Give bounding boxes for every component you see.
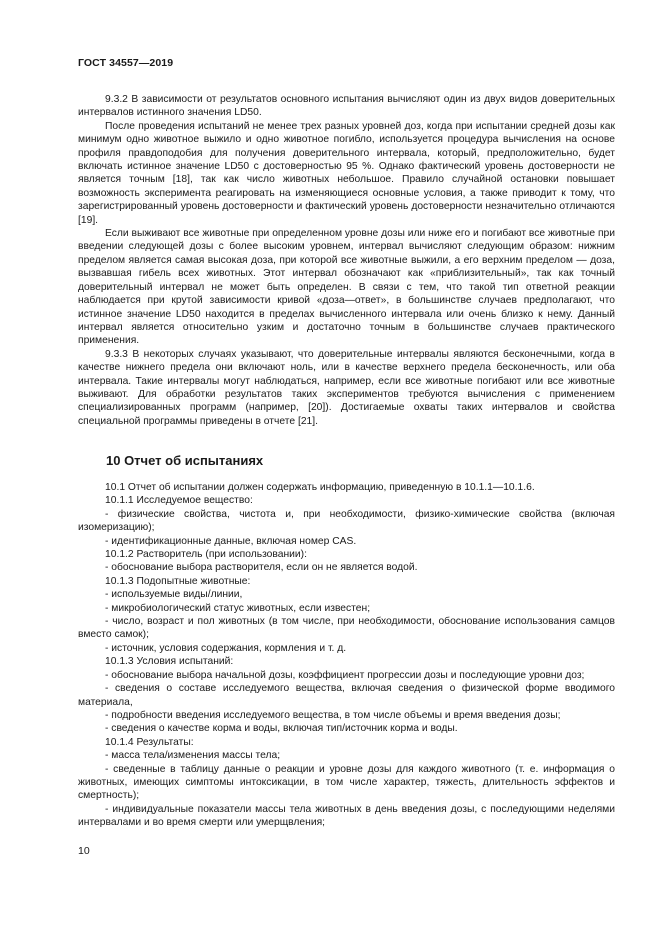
list-item: 10.1 Отчет об испытании должен содержать информацию, приведенную в 10.1.1—10.1.6. (105, 482, 535, 493)
paragraph: Если выживают все животные при определенном уровне дозы или ниже его и погибают все животные при введении следующей дозы с более высоким уровнем, интервал вычисляют следующим образом: нижним пределом является самая высокая доза, при которой все животные выжили, а его верхним пределом — доза, вызвавшая гибель всех животных. Этот интервал обозначают как «приблизительный», так как точный доверительный интервал не может быть определен. В связи с тем, что такой тип ответной реакции наблюдается при крутой зависимости кривой «доза—ответ», в большинстве случаев предполагают, что истинное значение LD50 находится в пределах вычисленного интервала или очень близко к нему. Данный интервал является относительно узким и достаточно точным в большинстве случаев практического применения. (78, 228, 615, 347)
list-item: - микробиологический статус животных, если известен; (105, 602, 371, 614)
section-9-text (78, 93, 615, 428)
list-item: 10.1.2 Растворитель (при использовании): (105, 549, 307, 561)
paragraph: После проведения испытаний не менее трех разных уровней доз, когда при испытании средней дозы как минимум одно животное выжило и одно животное погибло, используется процедура вычисления на основе профиля правдоподобия для получения доверительного интервала, который, предположительно, будет включать истинное значение LD50 с достоверностью 95 %. Однако фактический уровень достоверности не является точным [18], так как число животных небольшое. Правило случайной остановки повышает возможность эксперимента реагировать на изменяющиеся основные условия, а также приводит к тому, что зарегистрированный уровень достоверности и фактический уровень достоверности незначительно отличаются [19]. (78, 120, 615, 226)
section-10-heading: 10 Отчет об испытаниях (106, 453, 264, 468)
list-item: - источник, условия содержания, кормления и т. д. (105, 642, 347, 654)
section-10-text (78, 481, 615, 830)
document-header: ГОСТ 34557—2019 (78, 57, 174, 69)
list-item: 10.1.1 Исследуемое вещество: (105, 495, 253, 507)
list-item: - масса тела/изменения массы тела; (105, 750, 281, 762)
list-item: - используемые виды/линии, (105, 589, 243, 601)
list-item: 10.1.3 Подопытные животные: (105, 575, 251, 587)
list-item: - физические свойства, чистота и, при необходимости, физико-химические свойства (включая изомеризацию); (78, 508, 615, 534)
paragraph: 9.3.3 В некоторых случаях указывают, что доверительные интервалы являются бесконечными, когда в качестве нижнего предела они включают ноль, или в качестве верхнего предела бесконечность, или оба интервала. Такие интервалы могут наблюдаться, например, если все животные погибают или все животные выживают. Для обработки результатов таких экспериментов требуются вычисления с применением специализированных программ (например, [20]). Достигаемые охваты таких интервалов и свойства специальной программы приведены в отчете [21]. (78, 348, 615, 427)
list-item: - идентификационные данные, включая номер CAS. (105, 535, 357, 547)
list-item: - обоснование выбора растворителя, если он не является водой. (105, 562, 418, 574)
list-item: - подробности введения исследуемого вещества, в том числе объемы и время введения дозы; (105, 709, 561, 721)
list-item: 10.1.4 Результаты: (105, 736, 194, 748)
paragraph: 9.3.2 В зависимости от результатов основного испытания вычисляют один из двух видов доверительных интервалов истинного значения LD50. (78, 94, 615, 119)
list-item: - сведения о составе исследуемого вещества, включая сведения о физической форме вводимого материала, (78, 683, 615, 708)
list-item: - индивидуальные показатели массы тела животных в день введения дозы, с последующими неделями интервалами и во время смерти или умерщвления; (78, 803, 615, 829)
list-item: - сведения о качестве корма и воды, включая тип/источник корма и воды. (105, 723, 458, 735)
list-item: - сведенные в таблицу данные о реакции и уровне дозы для каждого животного (т. е. информация о животных, имеющих симптомы интоксикации, в том числе характер, тяжесть, длительность эффектов и смертность); (78, 763, 615, 802)
list-item: - обоснование выбора начальной дозы, коэффициент прогрессии дозы и последующие уровни доз; (105, 669, 585, 681)
page-number: 10 (78, 845, 90, 857)
list-item: - число, возраст и пол животных (в том числе, при необходимости, обоснование использования самцов вместо самок); (78, 616, 615, 641)
list-item: 10.1.3 Условия испытаний: (105, 656, 234, 668)
